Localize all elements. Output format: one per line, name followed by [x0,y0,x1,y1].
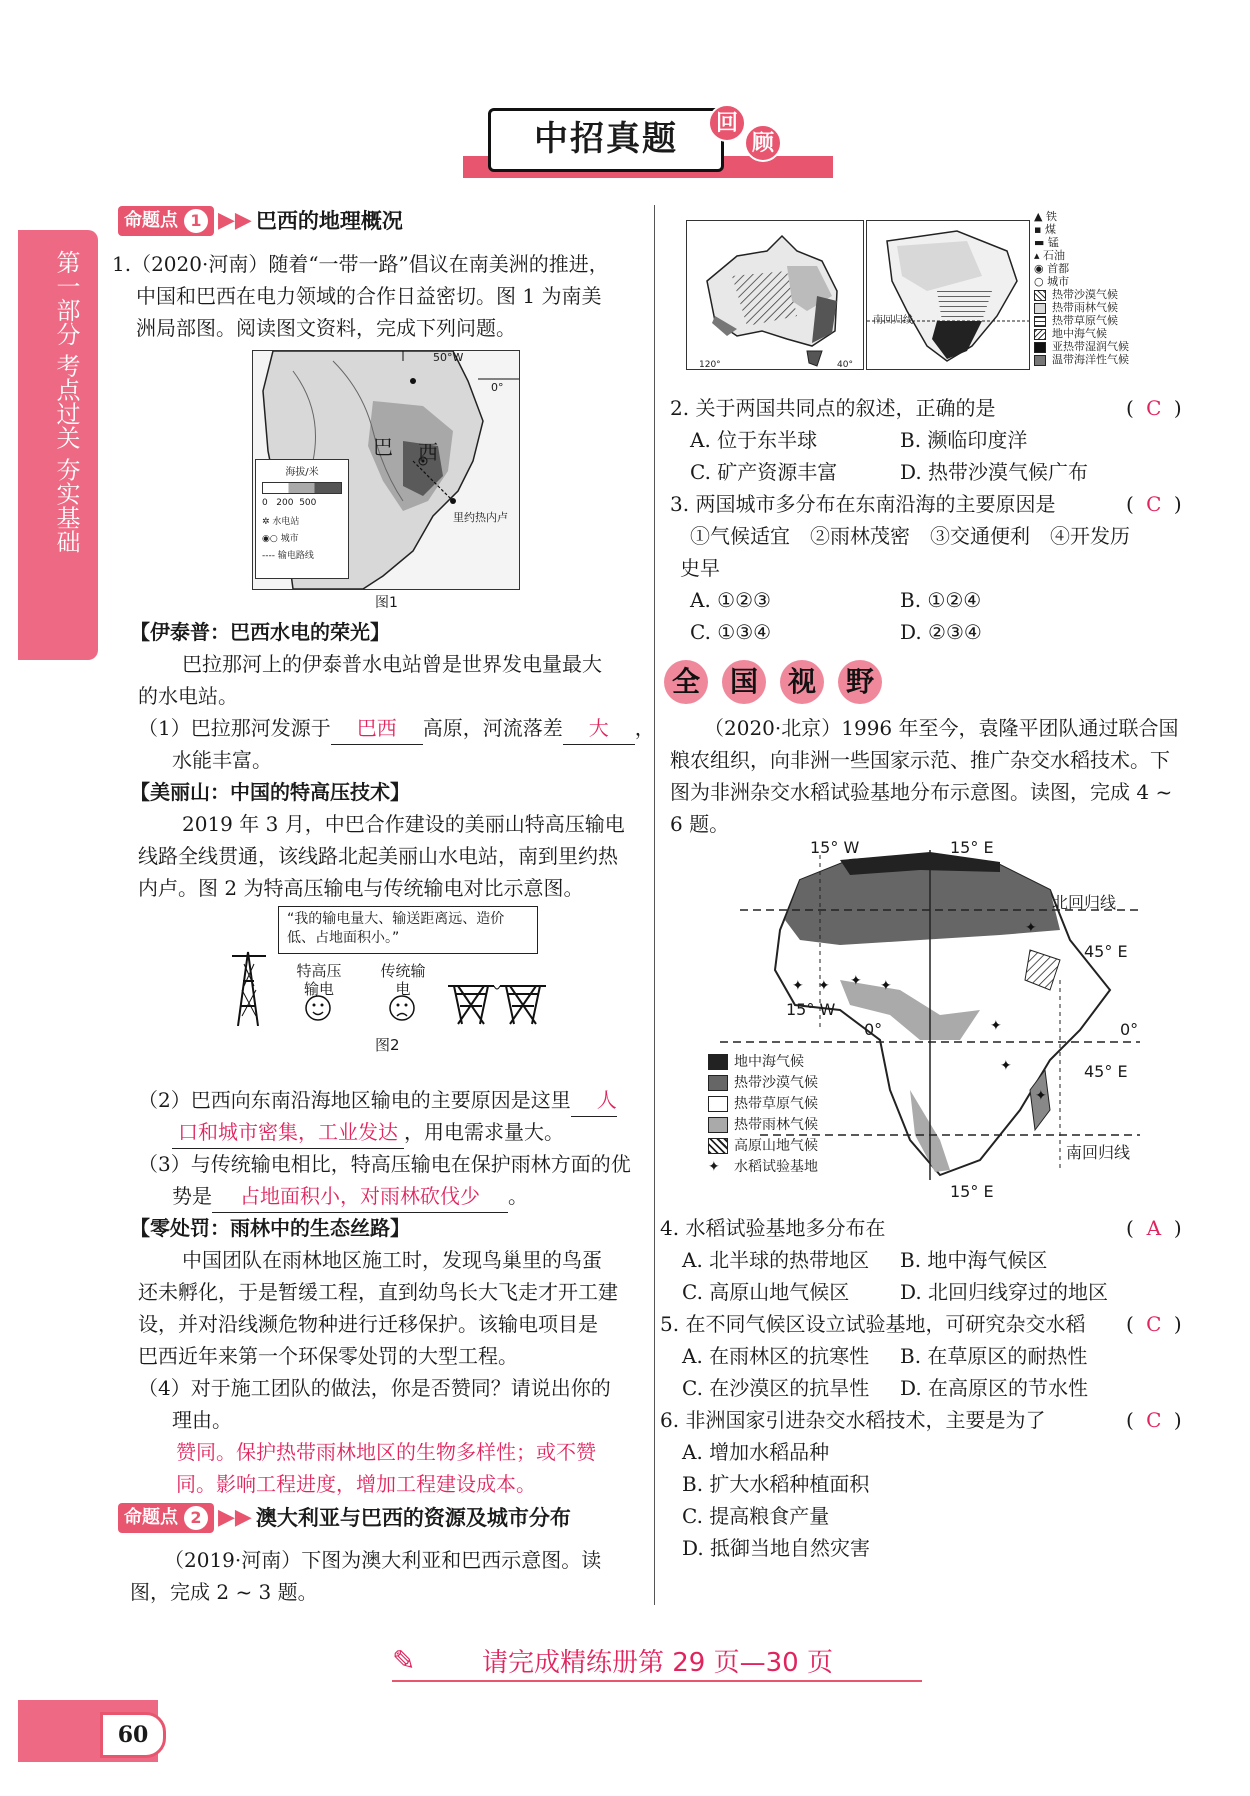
q4-answer: ( A ) [1126,1216,1182,1240]
oceanic-swatch [1034,355,1046,366]
section-belo-monte-text: 2019 年 3 月，中巴合作建设的美丽山特高压输电 线路全线贯通，该线路北起美丽山水电站，南到里约热 内卢。图 2 为特高压输电与传统输电对比示意图。 [138,812,625,900]
fig1-lon-label: 50°W [433,351,464,364]
legend-highland: 高原山地气候 [708,1136,818,1157]
topic2-header [118,1503,571,1533]
coal-icon: ▪ [1034,223,1045,236]
savanna-swatch [708,1096,728,1112]
topic2-num: 2 [184,1506,208,1530]
column-divider [654,205,655,1605]
fig2-caption: 图2 [375,1036,400,1054]
fig1-label-xi: 西 [418,440,438,464]
topic2-badge: 命题点 2 [118,1503,214,1533]
label-15e-top: 15° E [950,838,994,857]
q5-option-d: D. 在高原区的节水性 [900,1376,1089,1400]
q3-sub-1: ①气候适宜 ②雨林茂密 ③交通便利 ④开发历 [690,524,1130,548]
side-tab-text: 第一部分 考点过关 夯实基础 [52,250,80,554]
rainforest-swatch [1034,303,1046,314]
q3-option-d: D. ②③④ [900,620,982,644]
legend-mediterranean: 地中海气候 [708,1052,818,1073]
q2-stem: 2. 关于两国共同点的叙述，正确的是 [670,396,996,420]
q1-2-answer-b: 口和城市密集，工业发达 [172,1116,404,1149]
q3-option-c: C. ①③④ [690,620,772,644]
q2-option-b: B. 濒临印度洋 [900,428,1028,452]
label-traditional: 传统输电 [380,962,426,998]
mediterranean-swatch [1034,329,1046,340]
q4-stem: 4. 水稻试验基地多分布在 [660,1216,886,1240]
q1-2-answer-a: 人 [571,1084,617,1117]
national-view-intro: （2020·北京）1996 年至今，袁隆平团队通过联合国 粮农组织，向非洲一些国家示范、推广杂交水稻技术。下 图为非洲杂交水稻试验基地分布示意图。读图，完成 4 ~ 6 题。 [670,716,1179,836]
label-equator-left: 0° [864,1020,883,1039]
legend-rainforest: 热带雨林气候 [1034,301,1144,314]
label-tropic-capricorn: 南回归线 [1066,1143,1131,1162]
double-arrow-icon: ▶▶ [218,1505,252,1530]
fig1-city-label: 里约热内卢 [453,511,508,524]
q5-option-b: B. 在草原区的耐热性 [900,1344,1088,1368]
page-number: 60 [100,1712,166,1758]
svg-text:✦: ✦ [818,978,830,994]
q6-option-b: B. 扩大水稻种植面积 [682,1472,870,1496]
q1-1-answer-2: 大 [563,712,635,745]
topic1-header [118,206,403,236]
q5-stem: 5. 在不同气候区设立试验基地，可研究杂交水稻 [660,1312,1086,1336]
q1-2: （2）巴西向东南沿海地区输电的主要原因是这里 人 [138,1084,617,1117]
q2-option-c: C. 矿产资源丰富 [690,460,838,484]
q6-answer: ( C ) [1126,1408,1182,1432]
section-zero-penalty-head: 【零处罚：雨林中的生态丝路】 [130,1216,410,1240]
q1-4-answer: 赞同。保护热带雨林地区的生物多样性；或不赞 同。影响工程进度，增加工程建设成本。 [176,1440,596,1496]
q2-answer: ( C ) [1126,396,1182,420]
label-15e-bottom: 15° E [950,1182,994,1201]
au-br-legend [1034,210,1144,366]
q1-stem: 1.（2020·河南）随着“一带一路”倡议在南美洲的推进， 中国和巴西在电力领域的合作日益密切。图 1 为南美 洲局部图。阅读图文资料，完成下列问题。 [112,252,609,340]
legend-desert: 热带沙漠气候 [1034,288,1144,301]
svg-text:✦: ✦ [1000,1058,1012,1074]
label-uhv: 特高压输电 [296,962,342,998]
pencil-book-icon: ✎ [392,1644,416,1677]
q3-stem: 3. 两国城市多分布在东南沿海的主要原因是 [670,492,1056,516]
legend-scale: 0 200 500 [262,498,317,508]
legend-title: 海拔/米 [285,467,319,478]
banner-badge-2: 顾 [744,124,782,162]
section-itaipu-text: 巴拉那河上的伊泰普水电站曾是世界发电量最大 的水电站。 [138,652,602,708]
fig1-legend [255,459,349,579]
section-itaipu-head: 【伊泰普：巴西水电的荣光】 [130,620,390,644]
svg-text:120°: 120° [699,360,721,369]
legend-city: ○ 城市 [1034,275,1070,288]
section-belo-monte-head: 【美丽山：中国的特高压技术】 [130,780,410,804]
hydro-station-icon: ✲ [262,517,273,527]
label-15w-mid: 15° W [786,1000,836,1019]
q3-answer: ( C ) [1126,492,1182,516]
legend-capital: ◉ 首都 [1034,262,1070,275]
q5-option-c: C. 在沙漠区的抗旱性 [682,1376,870,1400]
highland-swatch [708,1138,728,1154]
legend-oil: ▴ 石油 [1034,249,1066,262]
fig1-caption: 图1 [375,595,398,611]
q6-option-d: D. 抵御当地自然灾害 [682,1536,871,1560]
svg-text:✦: ✦ [990,1018,1002,1034]
brazil-tropic-label: 南回归线 [873,315,913,326]
savanna-swatch [1034,316,1046,327]
q1-1-tail: 水能丰富。 [172,748,272,772]
topic1-num: 1 [184,209,208,233]
fig1-eq-label: 0° [491,381,504,394]
rainforest-swatch [708,1117,728,1133]
legend-oceanic: 温带海洋性气候 [1034,353,1144,366]
q1-3-line2: 势是 占地面积小，对雨林砍伐少 。 [172,1180,528,1213]
topic1-title: 巴西的地理概况 [255,209,403,233]
desert-swatch [1034,290,1046,301]
q6-option-c: C. 提高粮食产量 [682,1504,830,1528]
legend-coal: ▪ 煤 [1034,223,1056,236]
legend-rainforest: 热带雨林气候 [708,1115,818,1136]
australia-map [686,220,864,370]
double-arrow-icon: ▶▶ [218,208,252,233]
q2-option-a: A. 位于东半球 [690,428,818,452]
q5-option-a: A. 在雨林区的抗寒性 [682,1344,870,1368]
svg-text:✦: ✦ [880,978,892,994]
topic2-title: 澳大利亚与巴西的资源及城市分布 [255,1506,571,1530]
label-tropic-cancer: 北回归线 [1052,893,1117,912]
topic1-badge: 命题点 1 [118,206,214,236]
footer-text: 请完成精练册第 29 页—30 页 [482,1648,833,1678]
city-icon: ◉○ [262,534,281,544]
q1-1: （1）巴拉那河发源于 巴西 高原，河流落差 大 ， [138,712,655,745]
label-15w-top: 15° W [810,838,860,857]
manganese-icon: ▬ [1034,236,1048,249]
svg-text:✦: ✦ [1025,920,1037,936]
q4-option-d: D. 北回归线穿过的地区 [900,1280,1109,1304]
q3-option-b: B. ①②④ [900,588,982,612]
legend-manganese: ▬ 锰 [1034,236,1059,249]
banner-title: 中招真题 [488,108,724,172]
fig1-label-ba: 巴 [373,435,393,459]
section-zero-penalty-text: 中国团队在雨林地区施工时，发现鸟巢里的鸟蛋 还未孵化，于是暂缓工程，直到幼鸟长大飞走才开工建 设，并对沿线濒危物种进行迁移保护。该输电项目是 巴西近年来第一个环保零处罚的大型工程。 [138,1248,618,1368]
q1-3: （3）与传统输电相比，特高压输电在保护雨林方面的优 [138,1152,631,1176]
africa-legend [708,1052,818,1178]
legend-mediterranean: 地中海气候 [1034,327,1144,340]
power-line-icon: ---- [262,551,278,561]
topic2-intro: （2019·河南）下图为澳大利亚和巴西示意图。读 图，完成 2 ~ 3 题。 [130,1548,602,1604]
q4-option-c: C. 高原山地气候区 [682,1280,850,1304]
q1-4: （4）对于施工团队的做法，你是否赞同？请说出你的 理由。 [138,1376,611,1432]
oil-icon: ▴ [1034,249,1044,262]
humid-subtropical-swatch [1034,342,1046,353]
national-view-char-4: 野 [838,660,882,704]
banner-badge-1: 回 [708,104,746,142]
national-view-char-1: 全 [664,660,708,704]
legend-item-city: ◉○ 城市 [262,534,299,544]
mediterranean-swatch [708,1054,728,1070]
legend-iron: ▲ 铁 [1034,210,1057,223]
q2-option-d: D. 热带沙漠气候广布 [900,460,1089,484]
national-view-header [664,660,882,704]
label-equator-right: 0° [1120,1020,1139,1039]
national-view-char-2: 国 [722,660,766,704]
q1-1-answer-1: 巴西 [331,712,423,745]
desert-swatch [708,1075,728,1091]
capital-icon: ◉ [1034,262,1048,275]
legend-item-hydro: ✲ 水电站 [262,517,300,527]
q4-option-b: B. 地中海气候区 [900,1248,1048,1272]
legend-savanna: 热带草原气候 [708,1094,818,1115]
iron-icon: ▲ [1034,210,1046,223]
figure-2 [210,906,560,1056]
svg-text:✦: ✦ [850,973,862,989]
brazil-map [866,220,1030,370]
q1-3-answer: 占地面积小，对雨林砍伐少 [212,1180,508,1213]
legend-desert: 热带沙漠气候 [708,1073,818,1094]
legend-humid-subtropical: 亚热带湿润气候 [1034,340,1144,353]
legend-item-line: ---- 输电路线 [262,551,314,561]
figure-1-map [252,350,520,590]
svg-text:40°: 40° [837,360,853,369]
africa-map [700,840,1160,1200]
svg-text:✦: ✦ [1035,1088,1047,1104]
elevation-scale [262,482,342,494]
q5-answer: ( C ) [1126,1312,1182,1336]
label-45e-bottom: 45° E [1084,1062,1128,1081]
svg-text:✦: ✦ [792,978,804,994]
legend-savanna: 热带草原气候 [1034,314,1144,327]
q3-sub-2: 史早 [680,556,720,580]
legend-rice-base: ✦ 水稻试验基地 [708,1157,818,1178]
q6-stem: 6. 非洲国家引进杂交水稻技术，主要是为了 [660,1408,1046,1432]
label-45e-top: 45° E [1084,942,1128,961]
q6-option-a: A. 增加水稻品种 [682,1440,830,1464]
q1-2-line2: 口和城市密集，工业发达 ，用电需求量大。 [172,1116,564,1149]
footer-bar [392,1640,922,1682]
rice-base-icon: ✦ [708,1159,720,1175]
q3-option-a: A. ①②③ [690,588,771,612]
city-icon: ○ [1034,275,1048,288]
national-view-char-3: 视 [780,660,824,704]
q4-option-a: A. 北半球的热带地区 [682,1248,870,1272]
speech-bubble: “我的输电量大、输送距离远、造价低、占地面积小。” [278,906,538,954]
